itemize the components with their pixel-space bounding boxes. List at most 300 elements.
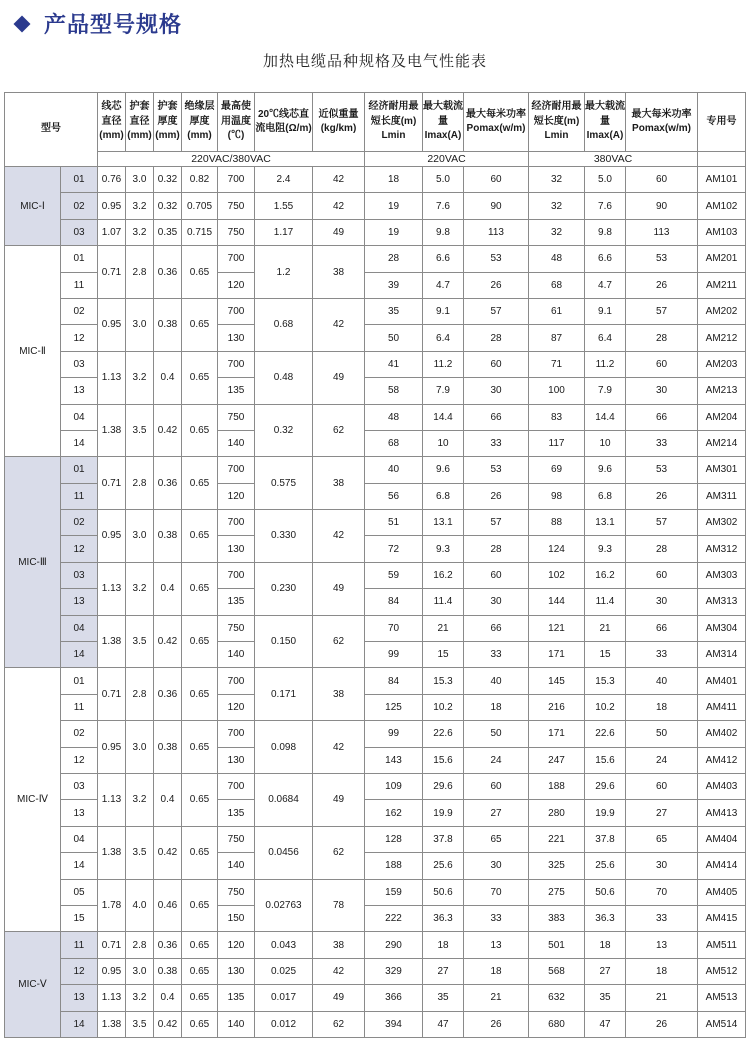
resistance-value: 0.230 [255, 562, 313, 615]
diamond-bullet-icon [14, 15, 31, 32]
spec-value: 0.32 [154, 193, 182, 219]
value-380vac: 6.8 [585, 483, 626, 509]
max-temp-value: 700 [218, 351, 255, 377]
model-code: 14 [61, 430, 98, 456]
header-lmin-380: 经济耐用最短长度(m) Lmin [529, 93, 585, 152]
value-220vac: 15.6 [423, 747, 464, 773]
special-number: AM302 [698, 510, 746, 536]
resistance-value: 0.017 [255, 985, 313, 1011]
special-number: AM403 [698, 773, 746, 799]
voltage-380: 380VAC [529, 152, 698, 167]
resistance-value: 0.330 [255, 510, 313, 563]
spec-value: 0.42 [154, 1011, 182, 1037]
spec-value: 3.2 [126, 193, 154, 219]
spec-value: 1.13 [98, 773, 126, 826]
value-220vac: 30 [464, 589, 529, 615]
spec-value: 0.82 [182, 167, 218, 193]
spec-value: 0.65 [182, 562, 218, 615]
spec-value: 0.46 [154, 879, 182, 932]
value-380vac: 50.6 [585, 879, 626, 905]
model-code: 05 [61, 879, 98, 905]
value-220vac: 5.0 [423, 167, 464, 193]
value-380vac: 9.3 [585, 536, 626, 562]
table-row [5, 826, 746, 852]
model-code: 11 [61, 272, 98, 298]
header-core-diameter: 线芯直径(mm) [98, 93, 126, 152]
weight-value: 49 [313, 562, 365, 615]
value-220vac: 16.2 [423, 562, 464, 588]
max-temp-value: 750 [218, 219, 255, 245]
header-weight: 近似重量(kg/km) [313, 93, 365, 152]
value-380vac: 383 [529, 905, 585, 931]
value-380vac: 171 [529, 721, 585, 747]
value-380vac: 71 [529, 351, 585, 377]
max-temp-value: 130 [218, 536, 255, 562]
special-number: AM202 [698, 298, 746, 324]
model-code: 03 [61, 351, 98, 377]
value-380vac: 28 [626, 536, 698, 562]
value-220vac: 143 [365, 747, 423, 773]
spec-value: 0.4 [154, 351, 182, 404]
model-code: 01 [61, 246, 98, 272]
value-380vac: 18 [585, 932, 626, 958]
value-220vac: 28 [464, 536, 529, 562]
value-220vac: 57 [464, 298, 529, 324]
spec-value: 0.65 [182, 457, 218, 510]
weight-value: 42 [313, 193, 365, 219]
weight-value: 62 [313, 1011, 365, 1037]
spec-value: 0.36 [154, 932, 182, 958]
spec-value: 0.38 [154, 958, 182, 984]
spec-value: 0.42 [154, 404, 182, 457]
max-temp-value: 130 [218, 325, 255, 351]
value-380vac: 24 [626, 747, 698, 773]
resistance-value: 0.025 [255, 958, 313, 984]
value-220vac: 47 [423, 1011, 464, 1037]
table-row [5, 721, 746, 747]
max-temp-value: 150 [218, 905, 255, 931]
special-number: AM405 [698, 879, 746, 905]
value-380vac: 21 [585, 615, 626, 641]
spec-value: 0.76 [98, 167, 126, 193]
max-temp-value: 130 [218, 747, 255, 773]
spec-value: 0.36 [154, 246, 182, 299]
value-380vac: 37.8 [585, 826, 626, 852]
table-row [5, 510, 746, 536]
resistance-value: 0.043 [255, 932, 313, 958]
value-220vac: 30 [464, 378, 529, 404]
value-380vac: 6.6 [585, 246, 626, 272]
voltage-row [5, 152, 746, 167]
value-220vac: 11.4 [423, 589, 464, 615]
max-temp-value: 120 [218, 694, 255, 720]
weight-value: 38 [313, 668, 365, 721]
value-380vac: 100 [529, 378, 585, 404]
spec-value: 0.65 [182, 1011, 218, 1037]
spec-value: 3.0 [126, 721, 154, 774]
value-220vac: 9.1 [423, 298, 464, 324]
value-220vac: 59 [365, 562, 423, 588]
value-380vac: 25.6 [585, 853, 626, 879]
value-380vac: 70 [626, 879, 698, 905]
value-220vac: 84 [365, 589, 423, 615]
value-220vac: 19.9 [423, 800, 464, 826]
spec-value: 3.0 [126, 298, 154, 351]
value-380vac: 21 [626, 985, 698, 1011]
value-220vac: 7.9 [423, 378, 464, 404]
value-380vac: 14.4 [585, 404, 626, 430]
model-code: 15 [61, 905, 98, 931]
spec-value: 0.715 [182, 219, 218, 245]
table-row [5, 404, 746, 430]
value-380vac: 117 [529, 430, 585, 456]
resistance-value: 0.171 [255, 668, 313, 721]
model-group-label: MIC-Ⅴ [5, 932, 61, 1038]
weight-value: 49 [313, 773, 365, 826]
model-group-label: MIC-Ⅲ [5, 457, 61, 668]
model-code: 04 [61, 404, 98, 430]
header-pomax-220: 最大每米功率Pomax(w/m) [464, 93, 529, 152]
value-380vac: 33 [626, 642, 698, 668]
value-220vac: 53 [464, 457, 529, 483]
table-row [5, 457, 746, 483]
table-row [5, 351, 746, 377]
value-220vac: 29.6 [423, 773, 464, 799]
spec-value: 0.65 [182, 246, 218, 299]
spec-value: 0.4 [154, 773, 182, 826]
model-group-label: MIC-Ⅰ [5, 167, 61, 246]
value-380vac: 32 [529, 219, 585, 245]
spec-value: 0.65 [182, 879, 218, 932]
value-220vac: 70 [464, 879, 529, 905]
value-380vac: 87 [529, 325, 585, 351]
spec-value: 3.5 [126, 404, 154, 457]
special-number: AM514 [698, 1011, 746, 1037]
value-220vac: 128 [365, 826, 423, 852]
value-220vac: 26 [464, 1011, 529, 1037]
value-220vac: 290 [365, 932, 423, 958]
special-number: AM204 [698, 404, 746, 430]
spec-value: 0.65 [182, 958, 218, 984]
max-temp-value: 120 [218, 483, 255, 509]
weight-value: 42 [313, 721, 365, 774]
value-380vac: 18 [626, 958, 698, 984]
header-special-number: 专用号 [698, 93, 746, 152]
table-row [5, 985, 746, 1011]
value-220vac: 9.3 [423, 536, 464, 562]
header-imax-380: 最大载流量Imax(A) [585, 93, 626, 152]
value-380vac: 15.6 [585, 747, 626, 773]
max-temp-value: 750 [218, 615, 255, 641]
spec-value: 0.65 [182, 668, 218, 721]
spec-value: 0.65 [182, 932, 218, 958]
resistance-value: 2.4 [255, 167, 313, 193]
resistance-value: 0.0684 [255, 773, 313, 826]
spec-value: 0.42 [154, 826, 182, 879]
weight-value: 62 [313, 404, 365, 457]
spec-value: 0.32 [154, 167, 182, 193]
value-380vac: 27 [585, 958, 626, 984]
spec-value: 3.0 [126, 958, 154, 984]
spec-value: 0.38 [154, 721, 182, 774]
spec-value: 3.0 [126, 167, 154, 193]
value-380vac: 221 [529, 826, 585, 852]
value-220vac: 10.2 [423, 694, 464, 720]
value-220vac: 60 [464, 167, 529, 193]
value-380vac: 26 [626, 483, 698, 509]
model-code: 01 [61, 167, 98, 193]
spec-value: 0.71 [98, 932, 126, 958]
special-number: AM304 [698, 615, 746, 641]
value-220vac: 14.4 [423, 404, 464, 430]
header-pomax-380: 最大每米功率Pomax(w/m) [626, 93, 698, 152]
spec-value: 2.8 [126, 668, 154, 721]
spec-value: 0.95 [98, 298, 126, 351]
value-220vac: 50.6 [423, 879, 464, 905]
resistance-value: 0.150 [255, 615, 313, 668]
resistance-value: 0.575 [255, 457, 313, 510]
value-220vac: 18 [464, 694, 529, 720]
special-number: AM101 [698, 167, 746, 193]
section-heading [10, 8, 182, 39]
header-lmin-220: 经济耐用最短长度(m) Lmin [365, 93, 423, 152]
model-code: 14 [61, 1011, 98, 1037]
voltage-220-380: 220VAC/380VAC [98, 152, 365, 167]
value-380vac: 280 [529, 800, 585, 826]
max-temp-value: 140 [218, 430, 255, 456]
value-380vac: 11.2 [585, 351, 626, 377]
value-220vac: 72 [365, 536, 423, 562]
value-380vac: 15.3 [585, 668, 626, 694]
value-220vac: 36.3 [423, 905, 464, 931]
value-220vac: 33 [464, 905, 529, 931]
spec-value: 1.38 [98, 1011, 126, 1037]
model-group-label: MIC-Ⅳ [5, 668, 61, 932]
table-row [5, 1011, 746, 1037]
model-code: 11 [61, 483, 98, 509]
max-temp-value: 135 [218, 378, 255, 404]
value-380vac: 66 [626, 615, 698, 641]
special-number: AM311 [698, 483, 746, 509]
model-code: 13 [61, 589, 98, 615]
value-380vac: 90 [626, 193, 698, 219]
value-220vac: 4.7 [423, 272, 464, 298]
value-380vac: 53 [626, 246, 698, 272]
spec-value: 3.2 [126, 219, 154, 245]
value-220vac: 35 [365, 298, 423, 324]
value-220vac: 58 [365, 378, 423, 404]
value-380vac: 83 [529, 404, 585, 430]
value-380vac: 325 [529, 853, 585, 879]
value-220vac: 113 [464, 219, 529, 245]
header-dc-resistance: 20℃线芯直流电阻(Ω/m) [255, 93, 313, 152]
max-temp-value: 140 [218, 1011, 255, 1037]
value-380vac: 13.1 [585, 510, 626, 536]
spec-value: 0.71 [98, 457, 126, 510]
special-number: AM313 [698, 589, 746, 615]
value-380vac: 22.6 [585, 721, 626, 747]
value-220vac: 60 [464, 351, 529, 377]
value-220vac: 10 [423, 430, 464, 456]
resistance-value: 0.68 [255, 298, 313, 351]
value-220vac: 15 [423, 642, 464, 668]
value-220vac: 66 [464, 615, 529, 641]
resistance-value: 1.55 [255, 193, 313, 219]
value-380vac: 60 [626, 562, 698, 588]
special-number: AM102 [698, 193, 746, 219]
model-code: 14 [61, 853, 98, 879]
value-220vac: 21 [464, 985, 529, 1011]
header-row [5, 93, 746, 152]
value-220vac: 30 [464, 853, 529, 879]
model-code: 03 [61, 773, 98, 799]
spec-value: 1.13 [98, 351, 126, 404]
spec-value: 1.78 [98, 879, 126, 932]
model-code: 13 [61, 985, 98, 1011]
max-temp-value: 700 [218, 298, 255, 324]
max-temp-value: 700 [218, 721, 255, 747]
value-220vac: 188 [365, 853, 423, 879]
value-220vac: 51 [365, 510, 423, 536]
value-220vac: 19 [365, 219, 423, 245]
value-380vac: 13 [626, 932, 698, 958]
value-380vac: 188 [529, 773, 585, 799]
value-220vac: 6.8 [423, 483, 464, 509]
value-380vac: 30 [626, 378, 698, 404]
value-220vac: 125 [365, 694, 423, 720]
table-title: 加热电缆品种规格及电气性能表 [262, 52, 487, 70]
weight-value: 38 [313, 457, 365, 510]
max-temp-value: 135 [218, 589, 255, 615]
max-temp-value: 750 [218, 404, 255, 430]
value-380vac: 102 [529, 562, 585, 588]
value-380vac: 26 [626, 1011, 698, 1037]
value-380vac: 29.6 [585, 773, 626, 799]
value-380vac: 61 [529, 298, 585, 324]
value-380vac: 145 [529, 668, 585, 694]
value-220vac: 162 [365, 800, 423, 826]
value-380vac: 9.1 [585, 298, 626, 324]
value-380vac: 124 [529, 536, 585, 562]
value-220vac: 7.6 [423, 193, 464, 219]
value-220vac: 33 [464, 642, 529, 668]
value-220vac: 25.6 [423, 853, 464, 879]
value-380vac: 632 [529, 985, 585, 1011]
spec-value: 0.95 [98, 193, 126, 219]
value-380vac: 27 [626, 800, 698, 826]
spec-value: 0.65 [182, 404, 218, 457]
table-row [5, 615, 746, 641]
value-380vac: 680 [529, 1011, 585, 1037]
special-number: AM413 [698, 800, 746, 826]
model-code: 03 [61, 562, 98, 588]
max-temp-value: 750 [218, 193, 255, 219]
spec-value: 1.13 [98, 562, 126, 615]
value-380vac: 60 [626, 167, 698, 193]
value-220vac: 19 [365, 193, 423, 219]
header-sheath-diameter: 护套直径(mm) [126, 93, 154, 152]
model-code: 02 [61, 298, 98, 324]
value-220vac: 90 [464, 193, 529, 219]
value-220vac: 50 [464, 721, 529, 747]
special-number: AM414 [698, 853, 746, 879]
value-380vac: 30 [626, 853, 698, 879]
spec-value: 0.95 [98, 958, 126, 984]
table-row [5, 932, 746, 958]
model-code: 02 [61, 193, 98, 219]
value-380vac: 40 [626, 668, 698, 694]
table-row [5, 562, 746, 588]
value-220vac: 68 [365, 430, 423, 456]
special-number: AM411 [698, 694, 746, 720]
value-220vac: 11.2 [423, 351, 464, 377]
table-row [5, 193, 746, 219]
value-220vac: 65 [464, 826, 529, 852]
spec-value: 0.65 [182, 773, 218, 826]
model-code: 01 [61, 668, 98, 694]
model-code: 12 [61, 747, 98, 773]
resistance-value: 0.02763 [255, 879, 313, 932]
weight-value: 49 [313, 219, 365, 245]
spec-value: 0.42 [154, 615, 182, 668]
spec-value: 3.2 [126, 773, 154, 826]
voltage-blank [698, 152, 746, 167]
max-temp-value: 140 [218, 642, 255, 668]
special-number: AM213 [698, 378, 746, 404]
spec-value: 0.4 [154, 562, 182, 615]
value-380vac: 11.4 [585, 589, 626, 615]
spec-value: 0.65 [182, 615, 218, 668]
spec-value: 0.35 [154, 219, 182, 245]
special-number: AM314 [698, 642, 746, 668]
model-code: 02 [61, 510, 98, 536]
header-sheath-thickness: 护套厚度(mm) [154, 93, 182, 152]
table-row [5, 668, 746, 694]
value-380vac: 35 [585, 985, 626, 1011]
value-220vac: 329 [365, 958, 423, 984]
value-380vac: 501 [529, 932, 585, 958]
spec-value: 3.2 [126, 351, 154, 404]
spec-value: 0.4 [154, 985, 182, 1011]
value-380vac: 65 [626, 826, 698, 852]
value-220vac: 39 [365, 272, 423, 298]
value-220vac: 40 [365, 457, 423, 483]
weight-value: 62 [313, 615, 365, 668]
weight-value: 42 [313, 958, 365, 984]
value-220vac: 70 [365, 615, 423, 641]
value-380vac: 568 [529, 958, 585, 984]
value-380vac: 113 [626, 219, 698, 245]
weight-value: 38 [313, 932, 365, 958]
weight-value: 78 [313, 879, 365, 932]
table-row [5, 958, 746, 984]
header-insulation-thickness: 绝缘层厚度(mm) [182, 93, 218, 152]
spec-value: 3.0 [126, 510, 154, 563]
max-temp-value: 135 [218, 985, 255, 1011]
spec-value: 0.38 [154, 510, 182, 563]
value-220vac: 84 [365, 668, 423, 694]
model-code: 13 [61, 800, 98, 826]
value-220vac: 27 [464, 800, 529, 826]
value-380vac: 33 [626, 905, 698, 931]
value-220vac: 28 [365, 246, 423, 272]
special-number: AM512 [698, 958, 746, 984]
special-number: AM303 [698, 562, 746, 588]
value-220vac: 18 [423, 932, 464, 958]
special-number: AM201 [698, 246, 746, 272]
value-220vac: 13.1 [423, 510, 464, 536]
value-220vac: 50 [365, 325, 423, 351]
